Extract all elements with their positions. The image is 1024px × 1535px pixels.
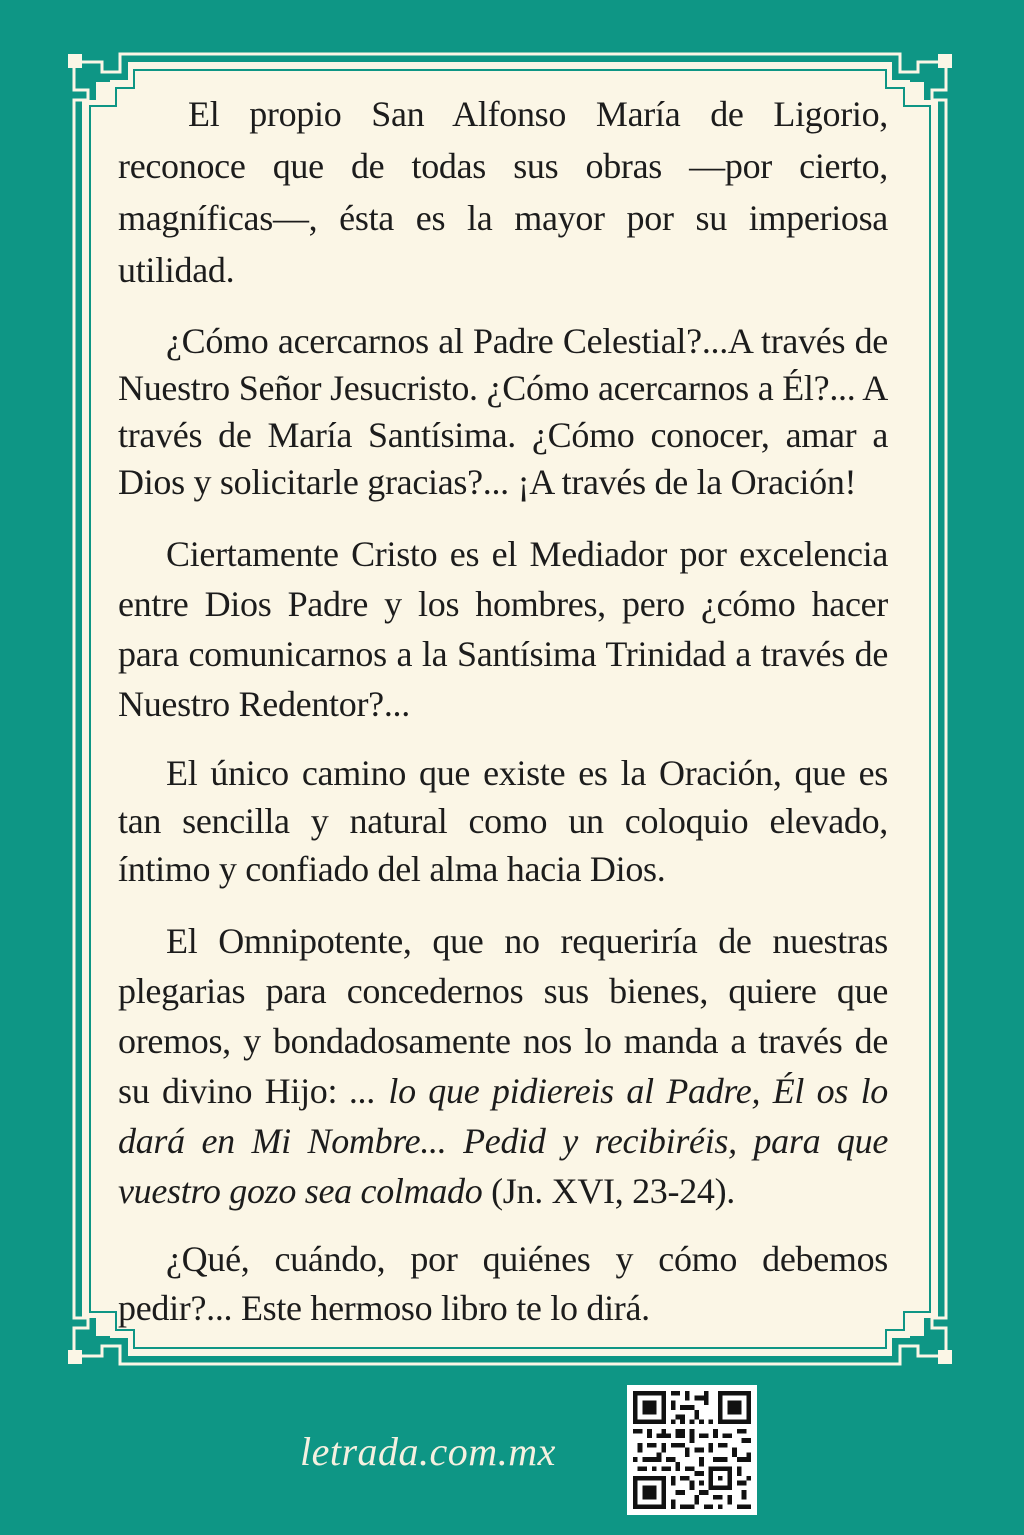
paragraph-6: ¿Qué, cuándo, por quiénes y cómo debemos pedir?... Este hermoso libro te lo dirá. — [118, 1239, 888, 1328]
paragraph-1: El propio San Alfonso María de Ligorio, reconoce que de todas sus obras —por cierto, magníficas—, ésta es la mayor por su imperiosa utilidad. — [118, 94, 888, 290]
paragraph-4: El único camino que existe es la Oración, que es tan sencilla y natural como un coloquio elevado, íntimo y confiado del alma hacia Dios. — [118, 753, 888, 889]
scripture-quote: ... lo que pidiereis al Padre, Él os lo dará en Mi Nombre... Pedid y recibiréis, para que vuestro gozo sea colmado — [118, 1071, 889, 1211]
paragraph-5-text-before: El Omnipotente, que no requeriría de nuestras plegarias para concedernos sus bienes, quiere que oremos, y bondadosamente nos lo manda a través de su divino Hijo: — [118, 921, 888, 1111]
publisher-url[interactable]: letrada.com.mx — [300, 1429, 556, 1474]
qr-code-icon — [633, 1391, 751, 1509]
paragraph-5 — [118, 916, 888, 1216]
paragraph-2: ¿Cómo acercarnos al Padre Celestial?...A través de Nuestro Señor Jesucristo. ¿Cómo acercarnos a Él?... A través de María Santísima. ¿Cómo conocer, amar a Dios y solicitarle gracias?... ¡A través de la Oración! — [118, 321, 888, 502]
back-cover-text — [118, 72, 888, 1352]
paragraph-5-citation: (Jn. XVI, 23-24). — [482, 1171, 735, 1211]
paragraph-3: Ciertamente Cristo es el Mediador por excelencia entre Dios Padre y los hombres, pero ¿cómo hacer para comunicarnos a la Santísima Trinidad a través de Nuestro Redentor?... — [118, 534, 888, 724]
qr-code[interactable] — [627, 1385, 757, 1515]
